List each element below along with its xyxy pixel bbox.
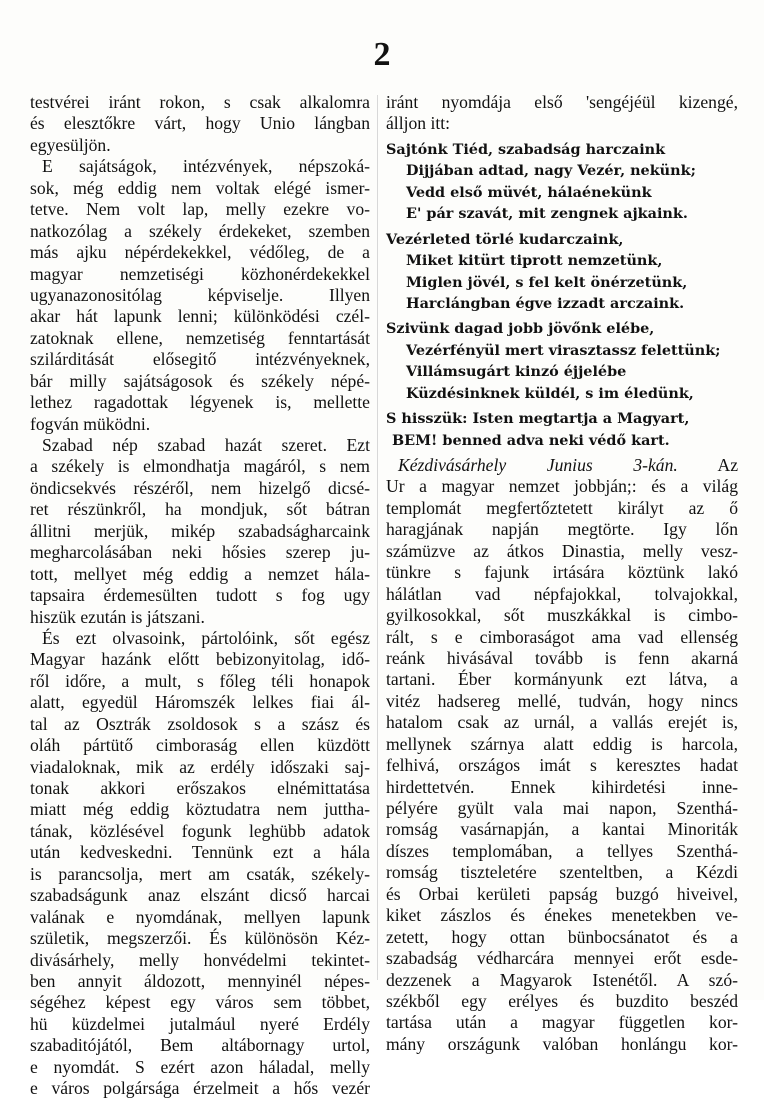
text-line: valának e nyomdának, mellyen lapunk bbox=[30, 906, 370, 927]
text-line: hü küzdelmei jutalmául nyeré Erdély bbox=[30, 1013, 370, 1034]
text-line: megharcolásában neki hősies szerep ju- bbox=[30, 542, 370, 563]
text-line: szabadság védharcára mennyei erőt esde- bbox=[386, 948, 738, 969]
text-line: E sajátságok, intézvények, népszoká- bbox=[42, 156, 370, 177]
text-line: a székely is elmondhatja magáról, s nem bbox=[30, 456, 370, 477]
text-line: reánk hivásával tovább is fenn akarná bbox=[386, 647, 738, 668]
text-line: számüzve az átkos Dinastia, melly vesz- bbox=[386, 540, 738, 561]
text-line: Magyar hazánk előtt bebizonyitolag, idő- bbox=[30, 649, 370, 670]
right-column bbox=[386, 92, 738, 1055]
text-line: vitéz hadsereg mellé, tudván, hogy nincs bbox=[386, 690, 738, 711]
poem-closing bbox=[386, 404, 738, 451]
text-line: viadaloknak, mik az erdély időszaki saj- bbox=[30, 756, 370, 777]
text-line: egyesüljön. bbox=[30, 134, 111, 155]
text-line: tartani. Éber kormányunk ezt látva, a bbox=[386, 669, 738, 690]
text-line: tapsaira érdemesülten tudott s fog ugy bbox=[30, 585, 370, 606]
dateline-rest: Az bbox=[717, 455, 738, 475]
text-line: bár milly sajátságosok és székely népé- bbox=[30, 370, 370, 391]
text-line: És ezt olvasoink, pártolóink, sőt egész bbox=[42, 627, 370, 648]
text-line: lethez ragadottak légyenek is, mellette bbox=[30, 392, 370, 413]
text-line: díszes templomában, a tellyes Szenthá- bbox=[386, 840, 738, 861]
text-line: szilárditását elősegitő intézvényeknek, bbox=[30, 349, 370, 370]
text-line: fogván müködni. bbox=[30, 413, 151, 434]
text-line: miatt még eddig köztudatra nem juttha- bbox=[30, 799, 370, 820]
text-line: rált, s e cimboraságot ama vad ellenség bbox=[386, 626, 738, 647]
text-line: sok, még eddig nem voltak elégé ismer- bbox=[30, 177, 370, 198]
text-line: tának, közlésével fogunk leghübb adatok bbox=[30, 820, 370, 841]
text-line: hálátlan vad népfajokkal, tolvajokkal, bbox=[386, 583, 738, 604]
closing-line: BEM! benned adva neki védő kart. bbox=[392, 431, 670, 449]
text-line: öndicsekvés részéről, nem hizelgő dicsé- bbox=[30, 477, 370, 498]
text-line: ugyanazonositólag képviselje. Illyen bbox=[30, 284, 370, 305]
text-line: ségéhez képest egy város sem többet, bbox=[30, 992, 370, 1013]
verse-line: Vezérfényül mert virasztassz felettünk; bbox=[406, 341, 721, 359]
text-line: e nyomdát. S ezért azon háladal, melly bbox=[30, 1056, 370, 1077]
text-line: ret részünkről, ha mondjuk, sőt bátran bbox=[30, 499, 370, 520]
text-line: magyar nemzetiségi közhonérdekekkel bbox=[30, 263, 370, 284]
text-line: is parancsolja, mert am csaták, székely- bbox=[30, 863, 370, 884]
page-number: 2 bbox=[373, 36, 391, 73]
text-line: Szabad nép szabad hazát szeret. Ezt bbox=[42, 435, 370, 455]
text-line: alatt, egyedül Háromszék lelkes fiai ál- bbox=[30, 692, 370, 713]
verse-line: Dijjában adtad, nagy Vezér, nekünk; bbox=[406, 162, 696, 180]
text-line: tal az Osztrák zsoldosok s a szász és bbox=[30, 713, 370, 734]
verse-line: Villámsugárt kinzó éjjelébe bbox=[406, 363, 627, 381]
text-line: natkozólag a székely érdekeket, szemben bbox=[30, 220, 370, 241]
text-line: romság vasárnapján, a kantai Minoriták bbox=[386, 819, 738, 840]
verse-line: E' pár szavát, mit zengnek ajkaink. bbox=[406, 205, 688, 223]
verse-line: Miket kitürt tiprott nemzetünk, bbox=[406, 252, 663, 270]
poem bbox=[386, 135, 738, 404]
text-line: haragjának napján megtörte. Igy lőn bbox=[386, 519, 738, 540]
text-line: hatalom csak az urnál, a vallás erejét is, bbox=[386, 712, 738, 733]
text-line: akar hát lapunk lenni; különködési czél- bbox=[30, 306, 370, 327]
text-line: Ur a magyar nemzet jobbján;: és a világ bbox=[386, 476, 738, 497]
text-line: tetve. Nem volt lap, melly ezekre vo- bbox=[30, 199, 370, 220]
text-line: ben annyit áldozott, mennyinél népes- bbox=[30, 970, 370, 991]
text-line: ről időre, a mult, s főleg téli honapok bbox=[30, 670, 370, 691]
article-body bbox=[386, 476, 738, 1055]
text-line: romság tiszteletére szenteltben, a Kézdi bbox=[386, 862, 738, 883]
text-line: divásárhely, melly honvédelmi tekintet- bbox=[30, 949, 370, 970]
closing-line: S hisszük: Isten megtartja a Magyart, bbox=[386, 410, 690, 428]
text-line: pélyére gyült vala mai napon, Szenthá- bbox=[386, 798, 738, 818]
text-line: szabaditójától, Bem altábornagy urtol, bbox=[30, 1035, 370, 1056]
dateline-line bbox=[386, 455, 738, 476]
verse-line: Vedd első müvét, hálaénekünk bbox=[406, 183, 652, 201]
text-line: után kedveskedni. Tennünk ezt a hála bbox=[30, 842, 370, 863]
text-line: szabadságunk anaz elszánt dicső harcai bbox=[30, 885, 370, 906]
text-line: iránt nyomdája első 'sengéjéül kizengé, bbox=[386, 92, 738, 112]
text-line: dezzenek a Magyarok Istenétől. A szó- bbox=[386, 969, 738, 990]
text-line: zetett, hogy ottan bünbocsánatot és a bbox=[386, 926, 738, 947]
text-line: zatoknak ellene, nemzetiség fenntartását bbox=[30, 327, 370, 348]
text-line: hirdettetvén. Ennek kihirdetési inne- bbox=[386, 776, 738, 797]
text-line: állitni merjük, mikép szabadságharcaink bbox=[30, 520, 370, 541]
text-line: kiket zászlos és énekes menetekben ve- bbox=[386, 905, 738, 926]
text-line: testvérei iránt rokon, s csak alkalomra bbox=[30, 92, 370, 112]
verse-line: Miglen jövél, s fel kelt önérzetünk, bbox=[406, 273, 688, 291]
text-line: álljon itt: bbox=[386, 113, 451, 134]
text-line: tünkre s fajunk irtására köztünk lakó bbox=[386, 562, 738, 583]
text-line: tott, mellyet még eddig a nemzet hála- bbox=[30, 563, 370, 584]
verse-line: Szivünk dagad jobb jövőnk elébe, bbox=[386, 320, 655, 338]
dateline: Kézdivásárhely Junius 3-kán. bbox=[398, 455, 678, 475]
text-line: tonak akkori erőszakos elnémittatása bbox=[30, 778, 370, 798]
left-column bbox=[30, 92, 370, 1100]
text-line: székből egy erélyes és buzdito beszéd bbox=[386, 990, 738, 1011]
text-line: más ajku népérdekekkel, védőleg, de a bbox=[30, 242, 370, 263]
text-line: mány országunk valóban honlángu kor- bbox=[386, 1033, 738, 1054]
text-line: oláh pártütő cimboraság ellen küzdött bbox=[30, 735, 370, 756]
text-line: és elesztőkre várt, hogy Unio lángban bbox=[30, 113, 370, 134]
verse-line: Harclángban égve izzadt arczaink. bbox=[406, 294, 685, 312]
text-line: hiszük ezután is játszani. bbox=[30, 606, 205, 627]
text-line: tartása után a magyar független kor- bbox=[386, 1012, 738, 1033]
text-line: mellynek szárnya alatt eddig is harcola, bbox=[386, 733, 738, 754]
column-divider bbox=[377, 95, 378, 980]
verse-line: Küzdésinknek küldél, s im éledünk, bbox=[406, 384, 694, 402]
poem-introduction bbox=[386, 92, 738, 135]
verse-line: Vezérleted törlé kudarczaink, bbox=[386, 230, 624, 248]
text-line: gyilkosokkal, sőt muszkákkal is cimbo- bbox=[386, 605, 738, 626]
text-line: és Orbai kerületi papság buzgó hiveivel, bbox=[386, 883, 738, 904]
text-line: e város polgársága érzelmeit a hős vezér bbox=[30, 1078, 370, 1099]
text-line: felhivá, országos imát s keresztes hadat bbox=[386, 755, 738, 776]
verse-line: Sajtónk Tiéd, szabadság harczaink bbox=[386, 140, 666, 158]
text-line: templomát megfertőztetett királyt az ő bbox=[386, 497, 738, 518]
text-line: születik, megszerzői. És különösön Kéz- bbox=[30, 928, 370, 949]
